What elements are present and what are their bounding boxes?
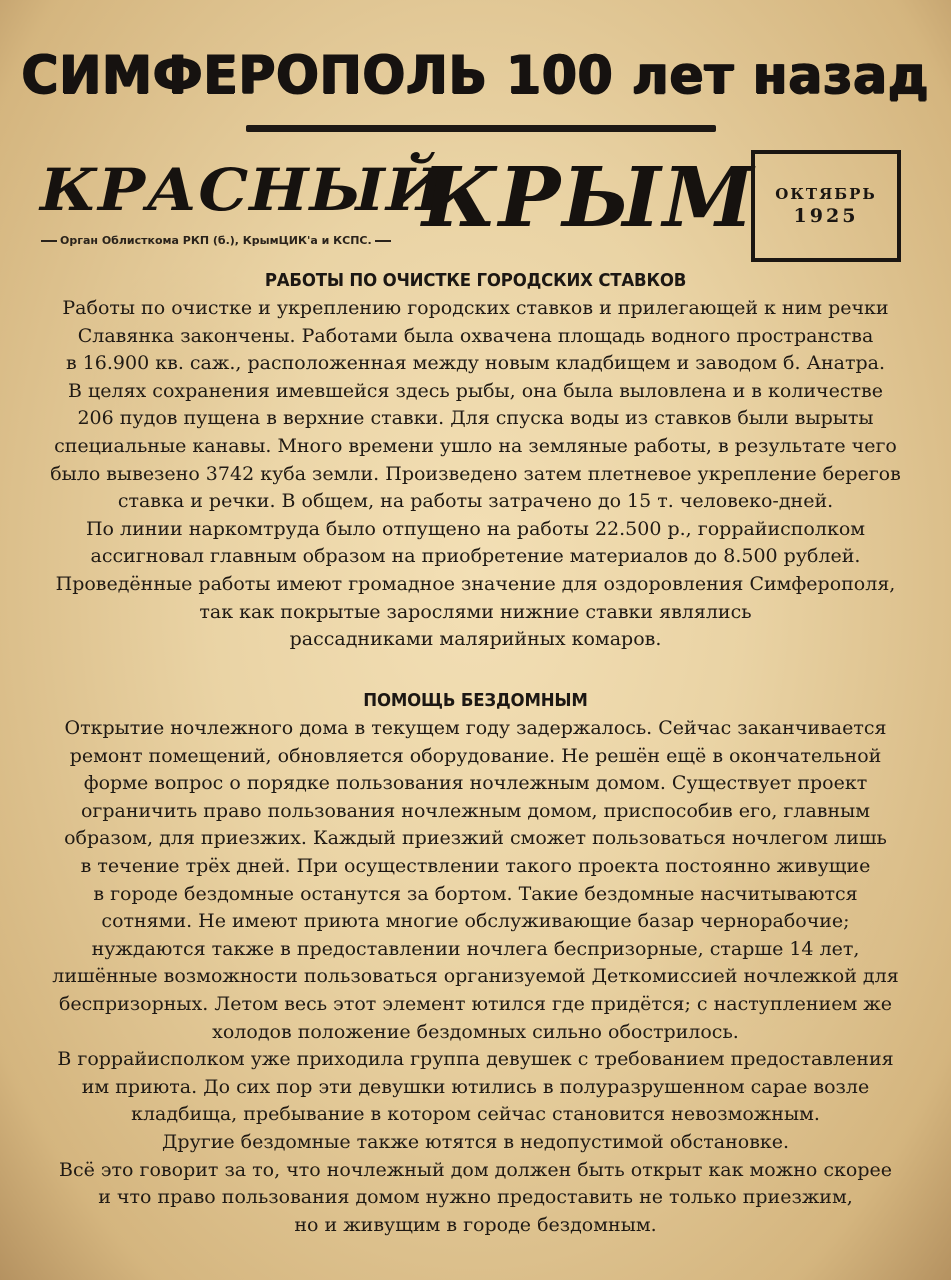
- masthead-subtitle: [38, 234, 418, 247]
- article-line: нуждаются также в предоставлении ночлега беспризорные, старше 14 лет,: [91, 937, 860, 960]
- article-line: ассигновал главным образом на приобретение материалов до 8.500 рублей.: [90, 545, 861, 568]
- issue-year: 1925: [793, 205, 859, 227]
- article-line: так как покрытые зарослями нижние ставки являлись: [199, 600, 752, 623]
- masthead-title-right: КРЫМ: [422, 150, 756, 246]
- article-line: Всё это говорит за то, что ночлежный дом должен быть открыт как можно скорее: [59, 1158, 892, 1181]
- article-line: но и живущим в городе бездомным.: [294, 1213, 657, 1236]
- article-line: ремонт помещений, обновляется оборудование. Не решён ещё в окончательной: [69, 744, 882, 767]
- article-line: рассадниками малярийных комаров.: [289, 628, 662, 651]
- article-ponds: [0, 270, 951, 654]
- article-line: Другие бездомные также ютятся в недопустимой обстановке.: [161, 1130, 790, 1153]
- article-line: и что право пользования домом нужно предоставить не только приезжим,: [98, 1186, 853, 1209]
- article-line: Работы по очистке и укреплению городских ставков и прилегающей к ним речки: [62, 297, 889, 319]
- page-headline: СИМФЕРОПОЛЬ 100 лет назад: [21, 44, 930, 106]
- article-line: им приюта. До сих пор эти девушки ютились в полуразрушенном сарае возле: [81, 1075, 870, 1098]
- article-line: беспризорных. Летом весь этот элемент ютился где придётся; с наступлением же: [58, 992, 893, 1015]
- article-line: в городе бездомные останутся за бортом. Такие бездомные насчитываются: [93, 882, 858, 905]
- article-line: в течение трёх дней. При осуществлении такого проекта постоянно живущие: [80, 854, 871, 877]
- article-line: образом, для приезжих. Каждый приезжий сможет пользоваться ночлегом лишь: [64, 827, 887, 850]
- article-title: ПОМОЩЬ БЕЗДОМНЫМ: [363, 690, 588, 711]
- masthead: [38, 150, 918, 270]
- headline-rule: [246, 125, 716, 132]
- article-line: в 16.900 кв. саж., расположенная между новым кладбищем и заводом б. Анатра.: [65, 352, 885, 375]
- article-line: В горрайисполком уже приходила группа девушек с требованием предоставления: [57, 1048, 894, 1071]
- article-body: [0, 715, 951, 1239]
- issue-date-box: [751, 150, 901, 262]
- article-line: 206 пудов пущена в верхние ставки. Для спуска воды из ставков были вырыты: [77, 407, 874, 430]
- article-line: кладбища, пребывание в котором сейчас становится невозможным.: [131, 1103, 820, 1126]
- masthead-title-left: КРАСНЫЙ: [40, 156, 447, 224]
- article-line: лишённые возможности пользоваться организуемой Деткомиссией ночлежкой для: [52, 965, 899, 988]
- article-line: форме вопрос о порядке пользования ночлежным домом. Существует проект: [83, 772, 868, 795]
- article-line: Славянка закончены. Работами была охвачена площадь водного пространства: [77, 324, 874, 347]
- article-line: специальные канавы. Много времени ушло на земляные работы, в результате чего: [54, 434, 897, 457]
- article-line: В целях сохранения имевшейся здесь рыбы, она была выловлена и в количестве: [68, 379, 883, 402]
- article-line: По линии наркомтруда было отпущено на работы 22.500 р., горрайисполком: [85, 517, 866, 540]
- article-body: [0, 295, 951, 654]
- article-line: холодов положение бездомных сильно обострилось.: [212, 1020, 739, 1043]
- article-line: было вывезено 3742 куба земли. Произведено затем плетневое укрепление берегов: [50, 462, 901, 485]
- subtitle-dash-left: [41, 240, 57, 242]
- subtitle-dash-right: [375, 240, 391, 242]
- article-line: ограничить право пользования ночлежным домом, приспособив его, главным: [80, 799, 871, 822]
- masthead-subtitle-text: Орган Облисткома РКП (б.), КрымЦИК'а и КСПС.: [60, 234, 372, 247]
- article-line: Проведённые работы имеют громадное значение для оздоровления Симферополя,: [55, 572, 896, 595]
- issue-month: ОКТЯБРЬ: [775, 185, 877, 203]
- article-line: ставка и речки. В общем, на работы затрачено до 15 т. человеко-дней.: [117, 490, 834, 513]
- article-line: Открытие ночлежного дома в текущем году задержалось. Сейчас заканчивается: [64, 717, 887, 739]
- article-line: сотнями. Не имеют приюта многие обслуживающие базар чернорабочие;: [101, 910, 850, 933]
- article-homeless: [0, 690, 951, 1239]
- article-title: РАБОТЫ ПО ОЧИСТКЕ ГОРОДСКИХ СТАВКОВ: [264, 270, 687, 291]
